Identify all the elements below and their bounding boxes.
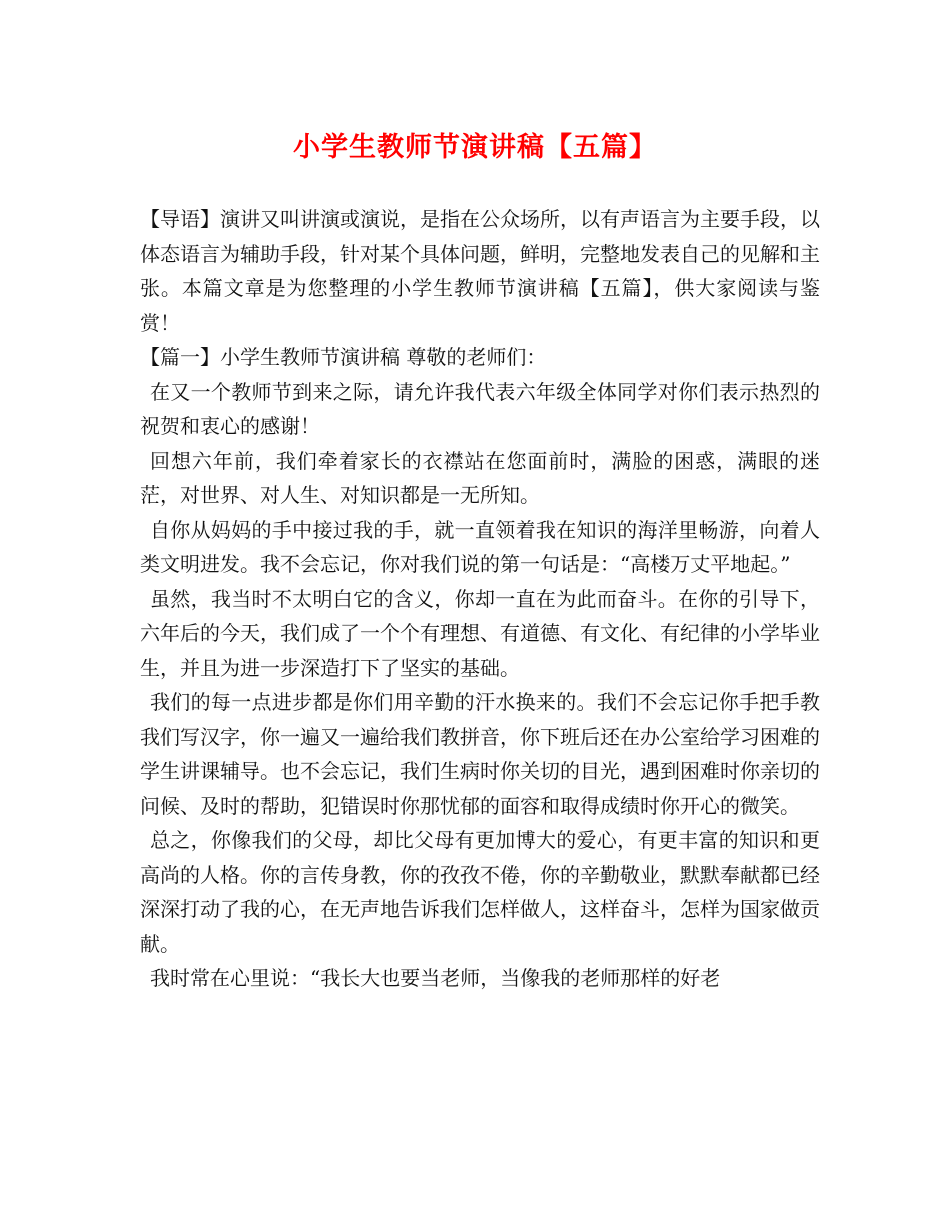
paragraph: 自你从妈妈的手中接过我的手，就一直领着我在知识的海洋里畅游，向着人类文明进发。我不会忘记，你对我们说的第一句话是：“高楼万丈平地起。” <box>140 517 820 576</box>
paragraph: 我们的每一点进步都是你们用辛勤的汗水换来的。我们不会忘记你手把手教我们写汉字，你一遍又一遍给我们教拼音，你下班后还在办公室给学习困难的学生讲课辅导。也不会忘记，我们生病时你关切的目光，遇到困难时你亲切的问候、及时的帮助，犯错误时你那忧郁的面容和取得成绩时你开心的微笑。 <box>140 690 820 818</box>
paragraph: 我时常在心里说：“我长大也要当老师，当像我的老师那样的好老 <box>150 966 721 990</box>
paragraph: 在又一个教师节到来之际，请允许我代表六年级全体同学对你们表示热烈的祝贺和衷心的感谢！ <box>140 379 820 438</box>
paragraph-intro: 【导语】演讲又叫讲演或演说，是指在公众场所，以有声语言为主要手段，以体态语言为辅助手段，针对某个具体问题，鲜明，完整地发表自己的见解和主张。本篇文章是为您整理的小学生教师节演讲稿【五篇】，供大家阅读与鉴赏！ <box>140 207 820 335</box>
paragraph: 回想六年前，我们牵着家长的衣襟站在您面前时，满脸的困惑，满眼的迷茫，对世界、对人生、对知识都是一无所知。 <box>140 448 820 507</box>
paragraph: 总之，你像我们的父母，却比父母有更加博大的爱心，有更丰富的知识和更高尚的人格。你的言传身教，你的孜孜不倦，你的辛勤敬业，默默奉献都已经深深打动了我的心，在无声地告诉我们怎样做人，这样奋斗，怎样为国家做贡献。 <box>140 828 820 956</box>
paragraph-section-heading: 【篇一】小学生教师节演讲稿 尊敬的老师们： <box>140 345 547 369</box>
document-body <box>140 202 820 996</box>
paragraph: 虽然，我当时不太明白它的含义，你却一直在为此而奋斗。在你的引导下，六年后的今天，我们成了一个个有理想、有道德、有文化、有纪律的小学毕业生，并且为进一步深造打下了坚实的基础。 <box>140 586 820 680</box>
page-title: 小学生教师节演讲稿【五篇】 <box>293 132 657 163</box>
